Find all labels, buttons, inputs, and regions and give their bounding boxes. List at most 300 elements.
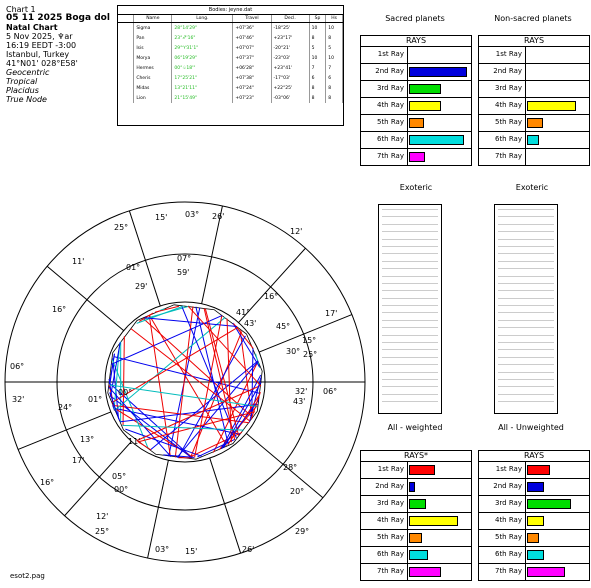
- wheel-label: 16°: [40, 478, 55, 487]
- exoteric-row: [498, 283, 554, 284]
- ray-row: [361, 530, 471, 547]
- ray-divider: [407, 564, 408, 580]
- table-cell: 17°25'21": [172, 73, 233, 83]
- exoteric-row: [382, 298, 438, 299]
- ray-divider: [407, 547, 408, 563]
- wheel-label: 12': [290, 227, 303, 236]
- ray-row: [479, 98, 589, 115]
- table-cell: Pan: [134, 33, 172, 43]
- wheel-label: 25°: [95, 527, 110, 536]
- table-row: [118, 43, 343, 53]
- ray-bar: [409, 135, 464, 145]
- chart-option-truenode: True Node: [6, 95, 47, 104]
- ray-label: 6th Ray: [376, 550, 404, 558]
- wheel-label: 01°: [88, 395, 103, 404]
- table-cell: 10: [326, 23, 343, 34]
- wheel-label: 29': [135, 282, 148, 291]
- ray-label: 5th Ray: [376, 533, 404, 541]
- exoteric-row: [382, 401, 438, 402]
- wheel-label: 16°: [264, 292, 279, 301]
- ray-row: [479, 564, 589, 580]
- table-cell: 7: [309, 63, 326, 73]
- ray-label: 7th Ray: [494, 152, 522, 160]
- ray-row: [479, 81, 589, 98]
- table-row: [118, 73, 343, 83]
- chart-option-placidus: Placidus: [6, 86, 39, 95]
- bodies-header-row: [118, 15, 343, 23]
- exoteric-row: [498, 224, 554, 225]
- ray-divider: [525, 513, 526, 529]
- table-row: [118, 33, 343, 43]
- table-cell: Lion: [134, 93, 172, 103]
- ray-bar: [409, 67, 467, 77]
- chart-header: [6, 5, 110, 104]
- table-cell: Hermes: [134, 63, 172, 73]
- wheel-label: 41°: [236, 308, 251, 317]
- table-row: [118, 93, 343, 103]
- table-cell: [118, 63, 134, 73]
- exoteric-left-caption: All - weighted: [387, 423, 443, 432]
- ray-divider: [525, 530, 526, 546]
- ray-label: 4th Ray: [376, 516, 404, 524]
- wheel-label: 06°: [323, 387, 338, 396]
- exoteric-row: [498, 261, 554, 262]
- table-cell: +23°41': [271, 63, 309, 73]
- wheel-label: 00°: [118, 388, 133, 397]
- table-cell: Midas: [134, 83, 172, 93]
- ray-bar: [527, 118, 543, 128]
- exoteric-row: [498, 298, 554, 299]
- wheel-label: 00°: [114, 485, 129, 494]
- table-cell: 8: [326, 93, 343, 103]
- table-cell: [118, 83, 134, 93]
- table-cell: 06°19'29": [172, 53, 233, 63]
- chart-wheel: [0, 182, 370, 576]
- wheel-label: 17': [325, 309, 338, 318]
- footer-filename: esot2.pag: [10, 572, 45, 580]
- table-cell: 10: [309, 23, 326, 34]
- wheel-label: 06°: [10, 362, 25, 371]
- exoteric-row: [382, 224, 438, 225]
- table-cell: Sigma: [134, 23, 172, 34]
- bodies-grid: [118, 15, 343, 103]
- table-row: [118, 83, 343, 93]
- table-cell: Cheris: [134, 73, 172, 83]
- wheel-label: 26': [242, 545, 255, 554]
- ray-row: [361, 132, 471, 149]
- ray-bar: [409, 101, 441, 111]
- ray-row: [361, 564, 471, 580]
- exoteric-left-table: [378, 204, 442, 414]
- wheel-label: 17': [72, 456, 85, 465]
- bodies-header-cell: Sp: [309, 15, 326, 23]
- table-cell: 10: [309, 53, 326, 63]
- ray-divider: [407, 64, 408, 80]
- exoteric-row: [382, 216, 438, 217]
- wheel-label: 26': [212, 212, 225, 221]
- ray-bar: [527, 550, 544, 560]
- ray-label: 3rd Ray: [376, 84, 404, 92]
- exoteric-row: [382, 268, 438, 269]
- table-cell: -03°06': [271, 93, 309, 103]
- house-cusp-line: [47, 266, 124, 330]
- chart-place: Istanbul, Turkey: [6, 50, 70, 59]
- table-cell: -23°03': [271, 53, 309, 63]
- table-cell: 28°14'29": [172, 23, 233, 34]
- ray-divider: [525, 81, 526, 97]
- ray-row: [361, 547, 471, 564]
- chart-name: 05 11 2025 Boga dol: [6, 13, 110, 23]
- ray-label: 1st Ray: [495, 50, 522, 58]
- nonsacred-rays-chart: [478, 35, 590, 166]
- table-cell: -18°25': [271, 23, 309, 34]
- ray-bar: [527, 465, 550, 475]
- table-cell: 6: [326, 73, 343, 83]
- table-cell: 6: [309, 73, 326, 83]
- wheel-label: 12': [96, 512, 109, 521]
- ray-bar: [409, 482, 415, 492]
- exoteric-row: [498, 312, 554, 313]
- exoteric-row: [498, 253, 554, 254]
- table-cell: Isis: [134, 43, 172, 53]
- ray-row: [479, 547, 589, 564]
- table-cell: [118, 23, 134, 34]
- ray-label: 4th Ray: [376, 101, 404, 109]
- bodies-header-cell: Long.: [172, 15, 233, 23]
- exoteric-row: [382, 364, 438, 365]
- exoteric-right-caption: All - Unweighted: [498, 423, 564, 432]
- table-cell: [118, 73, 134, 83]
- sacred-title: Sacred planets: [385, 14, 445, 23]
- ray-row: [361, 47, 471, 64]
- rays-box-title: RAYS: [479, 36, 589, 47]
- exoteric-row: [382, 246, 438, 247]
- exoteric-row: [382, 305, 438, 306]
- exoteric-row: [498, 335, 554, 336]
- wheel-label: 11': [128, 437, 141, 446]
- ray-divider: [407, 496, 408, 512]
- chart-option-geocentric: Geocentric: [6, 68, 50, 77]
- wheel-label: 15': [155, 213, 168, 222]
- bodies-header-cell: Name: [134, 15, 172, 23]
- ray-label: 1st Ray: [377, 465, 404, 473]
- ray-label: 5th Ray: [494, 118, 522, 126]
- table-cell: +07'36": [233, 23, 271, 34]
- exoteric-row: [498, 216, 554, 217]
- ray-divider: [525, 132, 526, 148]
- exoteric-row: [382, 320, 438, 321]
- exoteric-row: [498, 239, 554, 240]
- bodies-header-cell: Decl.: [271, 15, 309, 23]
- wheel-label: 43': [244, 319, 257, 328]
- ray-bar: [409, 499, 426, 509]
- ray-row: [361, 115, 471, 132]
- ray-row: [361, 479, 471, 496]
- table-cell: [118, 53, 134, 63]
- ray-row: [361, 98, 471, 115]
- aspect-line: [111, 316, 222, 365]
- bodies-table: [117, 5, 344, 126]
- ray-bar: [527, 567, 565, 577]
- ray-bar: [409, 533, 422, 543]
- ray-divider: [525, 564, 526, 580]
- ray-bar: [409, 118, 424, 128]
- ray-divider: [525, 64, 526, 80]
- weighted-rays-chart: [360, 450, 472, 581]
- wheel-label: 05°: [112, 472, 127, 481]
- nonsacred-title: Non-sacred planets: [494, 14, 572, 23]
- exoteric-row: [382, 342, 438, 343]
- aspect-line: [114, 408, 241, 434]
- table-cell: 21°15'49": [172, 93, 233, 103]
- ray-label: 3rd Ray: [494, 499, 522, 507]
- exoteric-row: [498, 268, 554, 269]
- table-cell: +07'07": [233, 43, 271, 53]
- exoteric-row: [382, 312, 438, 313]
- ray-divider: [525, 115, 526, 131]
- ray-label: 6th Ray: [376, 135, 404, 143]
- wheel-label: 25°: [303, 350, 318, 359]
- table-cell: [118, 93, 134, 103]
- table-cell: +07'38": [233, 73, 271, 83]
- house-cusp-line: [129, 211, 160, 306]
- exoteric-row: [498, 209, 554, 210]
- exoteric-row: [382, 386, 438, 387]
- exoteric-row: [498, 276, 554, 277]
- table-row: [118, 63, 343, 73]
- table-row: [118, 23, 343, 34]
- rays-box-title: RAYS*: [361, 451, 471, 462]
- exoteric-row: [382, 283, 438, 284]
- ray-bar: [409, 465, 435, 475]
- chart-coords: 41°N01' 028°E58': [6, 59, 78, 68]
- wheel-label: 32': [12, 395, 25, 404]
- ray-row: [479, 462, 589, 479]
- ray-divider: [407, 530, 408, 546]
- exoteric-row: [382, 231, 438, 232]
- bodies-header-cell: Travel: [233, 15, 271, 23]
- wheel-label: 24°: [58, 403, 73, 412]
- house-cusp-line: [210, 458, 241, 553]
- ray-bar: [527, 533, 539, 543]
- house-cusp-line: [18, 412, 111, 449]
- ray-row: [361, 462, 471, 479]
- exoteric-row: [498, 246, 554, 247]
- ray-bar: [527, 101, 576, 111]
- ray-divider: [407, 479, 408, 495]
- ray-bar: [527, 135, 539, 145]
- ray-divider: [525, 47, 526, 63]
- ray-label: 7th Ray: [376, 567, 404, 575]
- house-cusp-line: [259, 315, 352, 352]
- exoteric-row: [382, 253, 438, 254]
- table-row: [118, 53, 343, 63]
- ray-bar: [527, 499, 571, 509]
- aspect-line: [131, 329, 250, 422]
- ray-label: 4th Ray: [494, 101, 522, 109]
- ray-label: 1st Ray: [495, 465, 522, 473]
- table-cell: +07'23": [233, 93, 271, 103]
- ray-row: [361, 149, 471, 165]
- exoteric-row: [498, 320, 554, 321]
- chart-date: 5 Nov 2025, ♆ar: [6, 32, 73, 41]
- ray-divider: [407, 132, 408, 148]
- wheel-label: 15': [185, 547, 198, 556]
- chart-option-tropical: Tropical: [6, 77, 38, 86]
- ray-row: [479, 149, 589, 165]
- wheel-label: 45°: [276, 322, 291, 331]
- ray-divider: [525, 547, 526, 563]
- chart-number: Chart 1: [6, 5, 36, 14]
- wheel-label: 03°: [155, 545, 170, 554]
- ray-divider: [525, 479, 526, 495]
- ray-row: [361, 496, 471, 513]
- ray-row: [361, 64, 471, 81]
- ray-label: 1st Ray: [377, 50, 404, 58]
- exoteric-right-title: Exoteric: [515, 183, 549, 192]
- wheel-label: 13°: [80, 435, 95, 444]
- table-cell: +06'28": [233, 63, 271, 73]
- exoteric-row: [498, 401, 554, 402]
- ray-label: 4th Ray: [494, 516, 522, 524]
- table-cell: +22°25': [271, 83, 309, 93]
- table-cell: 8: [309, 33, 326, 43]
- exoteric-left-title: Exoteric: [399, 183, 433, 192]
- table-cell: +23°17': [271, 33, 309, 43]
- table-cell: 5: [326, 43, 343, 53]
- wheel-label: 28°: [283, 463, 298, 472]
- wheel-label: 01°: [126, 263, 141, 272]
- exoteric-row: [498, 290, 554, 291]
- exoteric-right-table: [494, 204, 558, 414]
- exoteric-row: [498, 357, 554, 358]
- exoteric-row: [382, 209, 438, 210]
- ray-row: [479, 513, 589, 530]
- table-cell: 7: [326, 63, 343, 73]
- exoteric-row: [498, 342, 554, 343]
- aspect-line: [123, 336, 124, 426]
- table-cell: Morya: [134, 53, 172, 63]
- exoteric-row: [382, 372, 438, 373]
- ray-label: 6th Ray: [494, 550, 522, 558]
- unweighted-rays-chart: [478, 450, 590, 581]
- ray-divider: [407, 462, 408, 478]
- table-cell: 5: [309, 43, 326, 53]
- ray-label: 5th Ray: [494, 533, 522, 541]
- bodies-table-title: Bodies: jeyne.dat: [118, 6, 343, 15]
- ray-divider: [525, 149, 526, 165]
- ray-divider: [407, 47, 408, 63]
- exoteric-row: [382, 290, 438, 291]
- exoteric-row: [382, 349, 438, 350]
- ray-divider: [407, 513, 408, 529]
- ray-row: [479, 64, 589, 81]
- wheel-label: 07°: [177, 254, 192, 263]
- exoteric-row: [382, 276, 438, 277]
- ray-bar: [409, 567, 441, 577]
- table-cell: 29°♈31'1": [172, 43, 233, 53]
- wheel-label: 30°: [286, 347, 301, 356]
- ray-row: [479, 132, 589, 149]
- table-cell: 8: [326, 83, 343, 93]
- house-cusp-line: [148, 460, 169, 558]
- ray-bar: [527, 516, 544, 526]
- wheel-label: 59': [177, 268, 190, 277]
- rays-box-title: RAYS: [479, 451, 589, 462]
- ray-label: 3rd Ray: [494, 84, 522, 92]
- table-cell: [118, 33, 134, 43]
- table-cell: 8: [326, 33, 343, 43]
- ray-row: [479, 530, 589, 547]
- exoteric-row: [498, 386, 554, 387]
- exoteric-row: [382, 357, 438, 358]
- wheel-label: 11': [72, 257, 85, 266]
- table-cell: +07'24": [233, 83, 271, 93]
- ray-bar: [409, 152, 425, 162]
- ray-row: [479, 47, 589, 64]
- table-cell: 8: [309, 83, 326, 93]
- ray-bar: [409, 84, 441, 94]
- ray-label: 5th Ray: [376, 118, 404, 126]
- ray-divider: [407, 149, 408, 165]
- exoteric-row: [382, 327, 438, 328]
- table-cell: -20°21': [271, 43, 309, 53]
- ray-divider: [525, 496, 526, 512]
- ray-bar: [409, 516, 458, 526]
- table-cell: +07'46": [233, 33, 271, 43]
- wheel-label: 15°: [302, 336, 317, 345]
- table-cell: 13°21'11": [172, 83, 233, 93]
- wheel-label: 20°: [290, 487, 305, 496]
- table-cell: 10: [326, 53, 343, 63]
- table-cell: 23°♐'16": [172, 33, 233, 43]
- ray-row: [361, 81, 471, 98]
- wheel-svg: [0, 182, 370, 572]
- wheel-label: 25°: [114, 223, 129, 232]
- exoteric-row: [498, 372, 554, 373]
- table-cell: 00°♧18'": [172, 63, 233, 73]
- bodies-header-cell: Hs: [326, 15, 343, 23]
- exoteric-row: [498, 379, 554, 380]
- exoteric-row: [498, 349, 554, 350]
- aspect-line: [149, 315, 226, 446]
- chart-time: 16:19 EEDT -3:00: [6, 41, 77, 50]
- exoteric-row: [498, 305, 554, 306]
- ray-divider: [407, 81, 408, 97]
- exoteric-row: [498, 364, 554, 365]
- wheel-label: 43': [293, 397, 306, 406]
- table-cell: -17°03': [271, 73, 309, 83]
- ray-label: 7th Ray: [376, 152, 404, 160]
- exoteric-row: [382, 239, 438, 240]
- ray-divider: [407, 98, 408, 114]
- ray-label: 7th Ray: [494, 567, 522, 575]
- chart-type: Natal Chart: [6, 23, 58, 32]
- ray-label: 2nd Ray: [493, 482, 522, 490]
- ray-divider: [407, 115, 408, 131]
- wheel-label: 29°: [295, 527, 310, 536]
- exoteric-row: [382, 379, 438, 380]
- ray-label: 6th Ray: [494, 135, 522, 143]
- ray-bar: [409, 550, 428, 560]
- ray-row: [361, 513, 471, 530]
- ray-label: 3rd Ray: [376, 499, 404, 507]
- ray-label: 2nd Ray: [375, 67, 404, 75]
- table-cell: +07'37": [233, 53, 271, 63]
- exoteric-row: [382, 394, 438, 395]
- ray-divider: [525, 462, 526, 478]
- exoteric-row: [382, 261, 438, 262]
